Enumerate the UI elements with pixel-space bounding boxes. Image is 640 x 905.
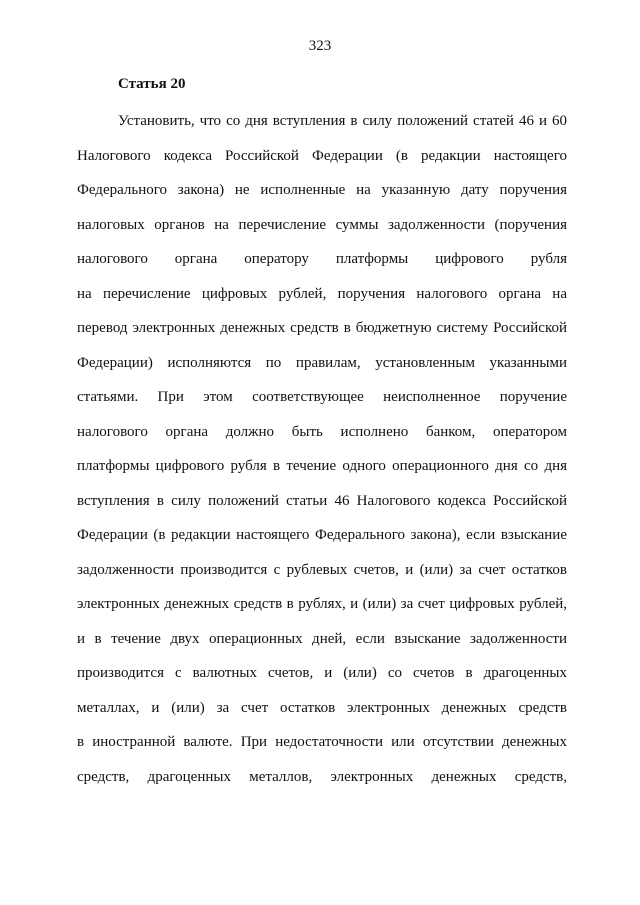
paragraph-line: на перечисление цифровых рублей, поручения налогового органа на: [77, 285, 567, 302]
paragraph-line: в иностранной валюте. При недостаточности или отсутствии денежных: [77, 734, 567, 750]
paragraph-line: налогового органа должно быть исполнено банком, оператором: [77, 423, 567, 440]
paragraph-line: металлах, и (или) за счет остатков электронных денежных средств: [77, 699, 567, 716]
paragraph-line: Федерации) исполняются по правилам, установленным указанными: [77, 354, 567, 371]
paragraph-line: налогового органа оператору платформы цифрового рубля: [77, 251, 567, 267]
paragraph-line: Федерации (в редакции настоящего Федерального закона), если взыскание: [77, 527, 567, 543]
page-number: 323: [308, 38, 332, 54]
paragraph-line: электронных денежных средств в рублях, и (или) за счет цифровых рублей,: [77, 596, 567, 612]
paragraph-line: налоговых органов на перечисление суммы задолженности (поручения: [77, 216, 567, 233]
paragraph-line: задолженности производится с рублевых счетов, и (или) за счет остатков: [77, 561, 567, 578]
article-title: Статья 20: [118, 76, 186, 92]
paragraph-line: платформы цифрового рубля в течение одного операционного дня со дня: [77, 458, 567, 474]
paragraph-line: статьями. При этом соответствующее неисполненное поручение: [77, 389, 567, 405]
paragraph-line: вступления в силу положений статьи 46 Налогового кодекса Российской: [77, 492, 567, 509]
paragraph-line: производится с валютных счетов, и (или) со счетов в драгоценных: [77, 665, 567, 681]
paragraph-line: Налогового кодекса Российской Федерации (в редакции настоящего: [77, 147, 567, 164]
paragraph-line: и в течение двух операционных дней, если взыскание задолженности: [77, 630, 567, 647]
article-paragraph: [77, 104, 567, 794]
paragraph-line: Установить, что со дня вступления в силу положений статей 46 и 60: [118, 113, 567, 129]
paragraph-line: перевод электронных денежных средств в бюджетную систему Российской: [77, 320, 567, 336]
paragraph-line: средств, драгоценных металлов, электронных денежных средств,: [77, 768, 567, 785]
paragraph-line: Федерального закона) не исполненные на указанную дату поручения: [77, 182, 567, 198]
